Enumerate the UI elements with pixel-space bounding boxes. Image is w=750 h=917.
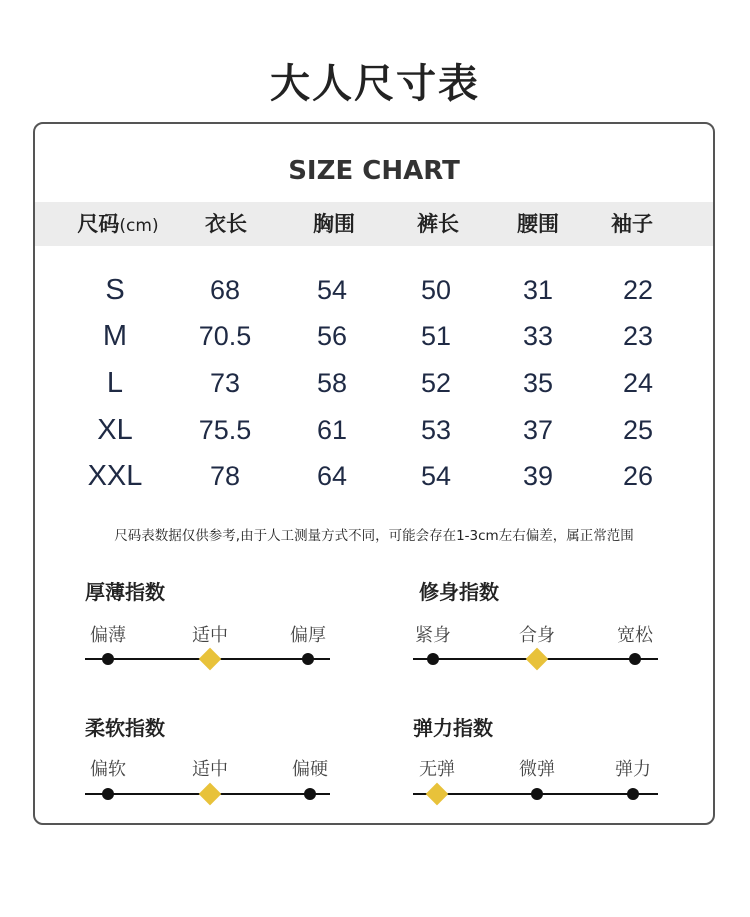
measurement-note: 尺码表数据仅供参考,由于人工测量方式不同，可能会存在1-3cm左右偏差，属正常范围 (114, 528, 634, 544)
value-cell: 24 (622, 368, 654, 398)
softness-marker-2 (304, 788, 316, 800)
value-cell: 61 (316, 415, 348, 445)
value-cell: 54 (420, 461, 452, 491)
header-size (77, 202, 158, 246)
fit-marker-0 (427, 653, 439, 665)
value-cell: 39 (522, 461, 554, 491)
value-cell: 31 (522, 275, 554, 305)
value-cell: 68 (209, 275, 241, 305)
elasticity-marker-0-selected (426, 783, 449, 806)
value-cell: 56 (316, 321, 348, 351)
table-header (35, 202, 713, 246)
thickness-marker-1-selected (199, 648, 222, 671)
value-cell: 26 (622, 461, 654, 491)
thickness-marker-0 (102, 653, 114, 665)
table-row (35, 314, 713, 358)
fit-marker-2 (629, 653, 641, 665)
size-cell: L (106, 367, 124, 399)
value-cell: 78 (209, 461, 241, 491)
page-title: 大人尺寸表 (270, 61, 480, 107)
value-cell: 73 (209, 368, 241, 398)
elasticity-label-elastic: 弹力 (615, 759, 651, 780)
chart-title: SIZE CHART (288, 156, 460, 186)
value-cell: 75.5 (198, 415, 252, 445)
thickness-label-thin: 偏薄 (90, 625, 126, 646)
softness-label-hard: 偏硬 (292, 759, 328, 780)
fit-marker-1-selected (526, 648, 549, 671)
thickness-label-thick: 偏厚 (290, 625, 326, 646)
fit-label-loose: 宽松 (617, 625, 653, 646)
thickness-marker-2 (302, 653, 314, 665)
size-cell: XL (97, 414, 133, 446)
fit-label-tight: 紧身 (415, 625, 451, 646)
header-pants-length: 裤长 (417, 212, 459, 236)
value-cell: 58 (316, 368, 348, 398)
value-cell: 51 (420, 321, 452, 351)
softness-marker-0 (102, 788, 114, 800)
table-row (35, 361, 713, 405)
header-size-label: 尺码 (77, 212, 120, 236)
value-cell: 22 (622, 275, 654, 305)
softness-label-soft: 偏软 (90, 759, 126, 780)
thickness-label-medium: 适中 (192, 625, 228, 646)
thickness-index-title: 厚薄指数 (85, 580, 165, 604)
size-cell: S (105, 274, 125, 306)
elasticity-label-slight: 微弹 (519, 759, 555, 780)
size-cell: XXL (87, 460, 143, 492)
elasticity-marker-1 (531, 788, 543, 800)
header-sleeve: 袖子 (611, 212, 653, 236)
fit-label-regular: 合身 (519, 625, 555, 646)
elasticity-index-title: 弹力指数 (413, 716, 493, 740)
value-cell: 35 (522, 368, 554, 398)
value-cell: 53 (420, 415, 452, 445)
fit-index-title: 修身指数 (419, 580, 499, 604)
header-chest: 胸围 (313, 212, 355, 236)
size-chart-card (33, 122, 715, 825)
table-row (35, 408, 713, 452)
value-cell: 23 (622, 321, 654, 351)
value-cell: 25 (622, 415, 654, 445)
table-row (35, 454, 713, 498)
header-waist: 腰围 (517, 212, 559, 236)
elasticity-label-none: 无弹 (419, 759, 455, 780)
softness-index-title: 柔软指数 (85, 716, 165, 740)
value-cell: 52 (420, 368, 452, 398)
value-cell: 37 (522, 415, 554, 445)
value-cell: 70.5 (198, 321, 252, 351)
header-size-unit: (cm) (119, 216, 159, 236)
value-cell: 54 (316, 275, 348, 305)
value-cell: 33 (522, 321, 554, 351)
value-cell: 64 (316, 461, 348, 491)
elasticity-marker-2 (627, 788, 639, 800)
header-length: 衣长 (205, 212, 247, 236)
table-row (35, 268, 713, 312)
softness-label-medium: 适中 (192, 759, 228, 780)
value-cell: 50 (420, 275, 452, 305)
size-cell: M (102, 320, 128, 352)
softness-marker-1-selected (199, 783, 222, 806)
